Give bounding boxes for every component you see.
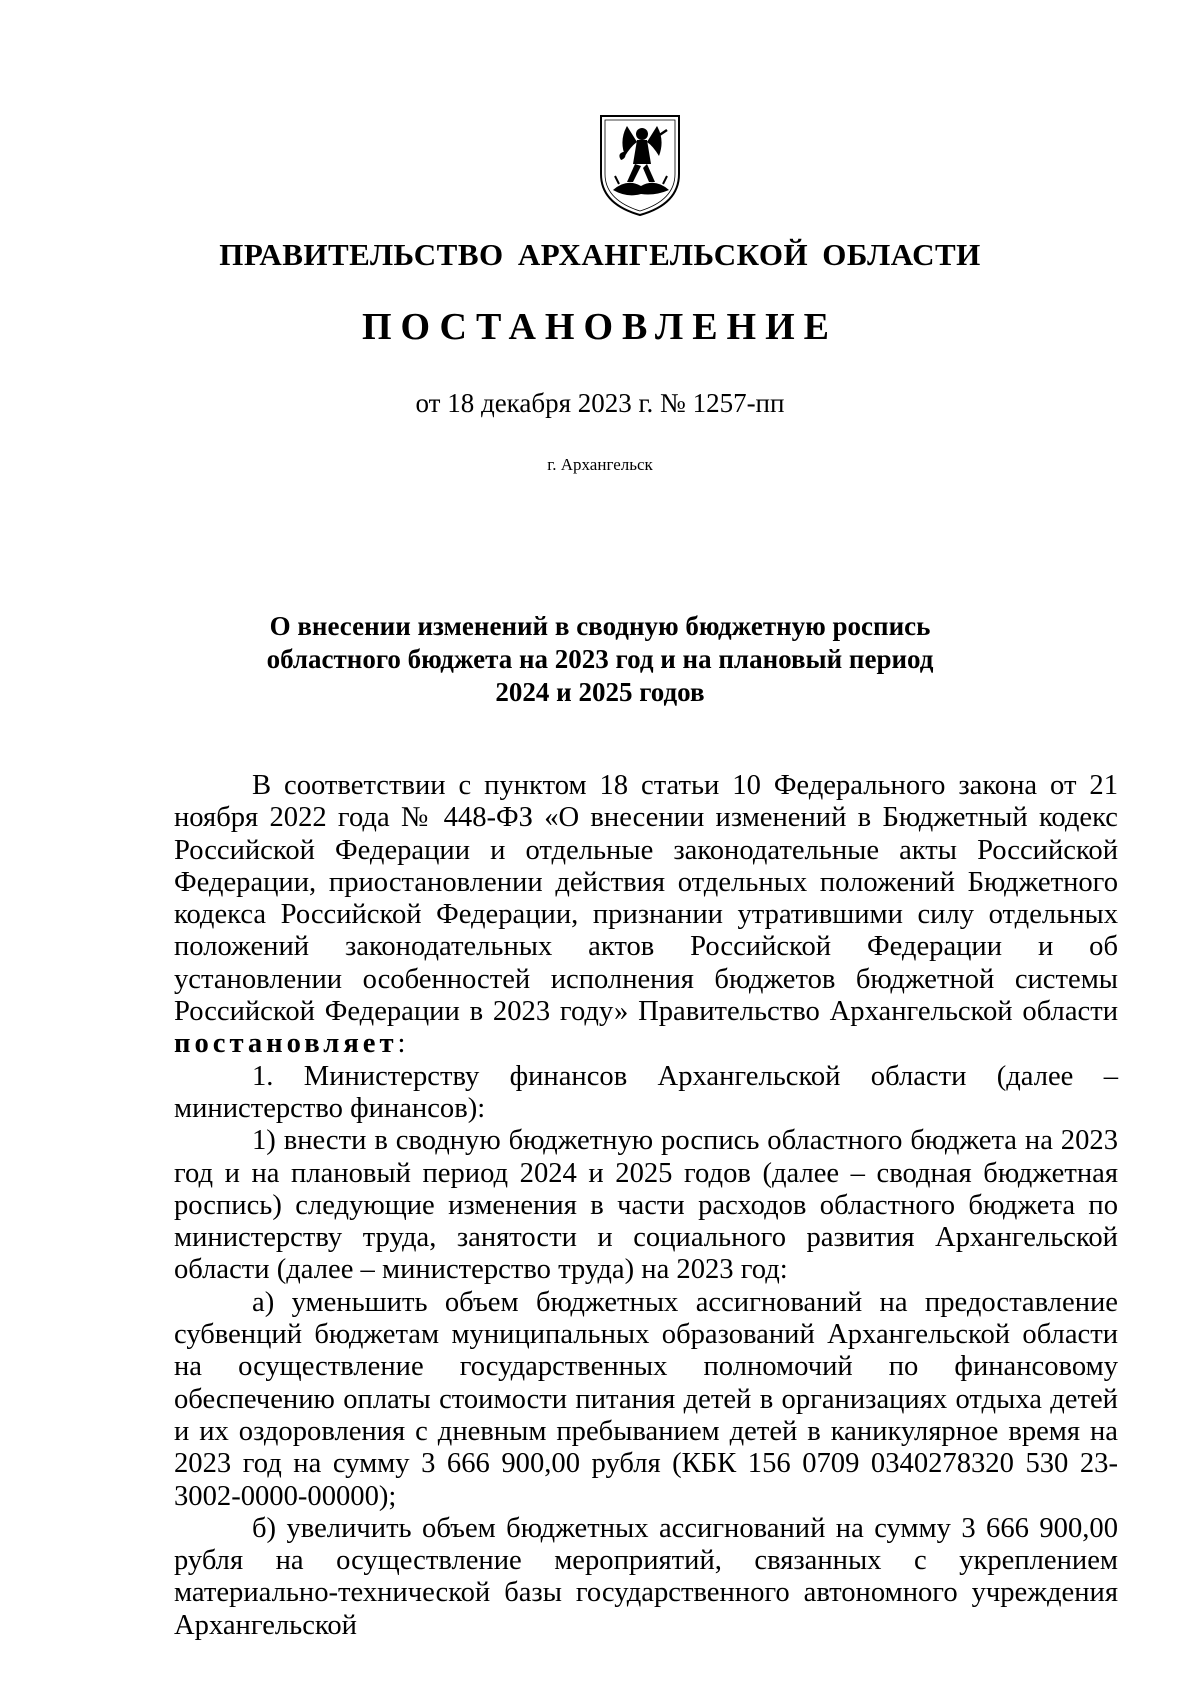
item-1-paragraph: 1. Министерству финансов Архангельской области (далее – министерство финансов): — [174, 1060, 1118, 1124]
document-type: ПОСТАНОВЛЕНИЕ — [361, 306, 839, 348]
document-body — [174, 770, 1118, 1642]
subject-line: 2024 и 2025 годов — [495, 677, 705, 707]
coat-of-arms-icon — [597, 112, 683, 218]
preamble-text: В соответствии с пунктом 18 статьи 10 Федерального закона от 21 ноября 2022 года № 448-ФЗ «О внесении изменений в Бюджетный кодекс Российской Федерации и отдельные законодательные акты Российской Федерации, приостановлении действия отдельных положений Бюджетного кодекса Российской Федерации, признании утратившими силу отдельных положений законодательных актов Российской Федерации и об установлении особенностей исполнения бюджетов бюджетной системы Российской Федерации в 2023 году» Правительство Архангельской области — [174, 770, 1118, 1028]
government-title: ПРАВИТЕЛЬСТВО АРХАНГЕЛЬСКОЙ ОБЛАСТИ — [219, 237, 981, 272]
item-b-paragraph: б) увеличить объем бюджетных ассигнований на сумму 3 666 900,00 рубля на осуществление мероприятий, связанных с укреплением материально-технической базы государственного автономного учреждения Архангельской — [174, 1512, 1118, 1641]
resolves-colon: : — [397, 1028, 406, 1060]
document-subject — [0, 610, 1200, 709]
resolves-word: постановляет — [174, 1028, 398, 1060]
preamble-paragraph — [174, 770, 1118, 1061]
document-date-number: от 18 декабря 2023 г. № 1257-пп — [415, 388, 785, 418]
subject-line: О внесении изменений в сводную бюджетную роспись — [269, 611, 931, 641]
item-1-1-paragraph: 1) внести в сводную бюджетную роспись областного бюджета на 2023 год и на плановый период 2024 и 2025 годов (далее – сводная бюджетная роспись) следующие изменения в части расходов областного бюджета по министерству труда, занятости и социального развития Архангельской области (далее – министерство труда) на 2023 год: — [174, 1125, 1118, 1286]
item-a-paragraph: а) уменьшить объем бюджетных ассигнований на предоставление субвенций бюджетам муниципальных образований Архангельской области на осуществление государственных полномочий по финансовому обеспечению оплаты стоимости питания детей в организациях отдыха детей и их оздоровления с дневным пребыванием детей в каникулярное время на 2023 год на сумму 3 666 900,00 рубля (КБК 156 0709 0340278320 530 23-3002-0000-00000); — [174, 1286, 1118, 1512]
subject-line: областного бюджета на 2023 год и на плановый период — [266, 644, 934, 674]
document-city: г. Архангельск — [547, 455, 653, 474]
